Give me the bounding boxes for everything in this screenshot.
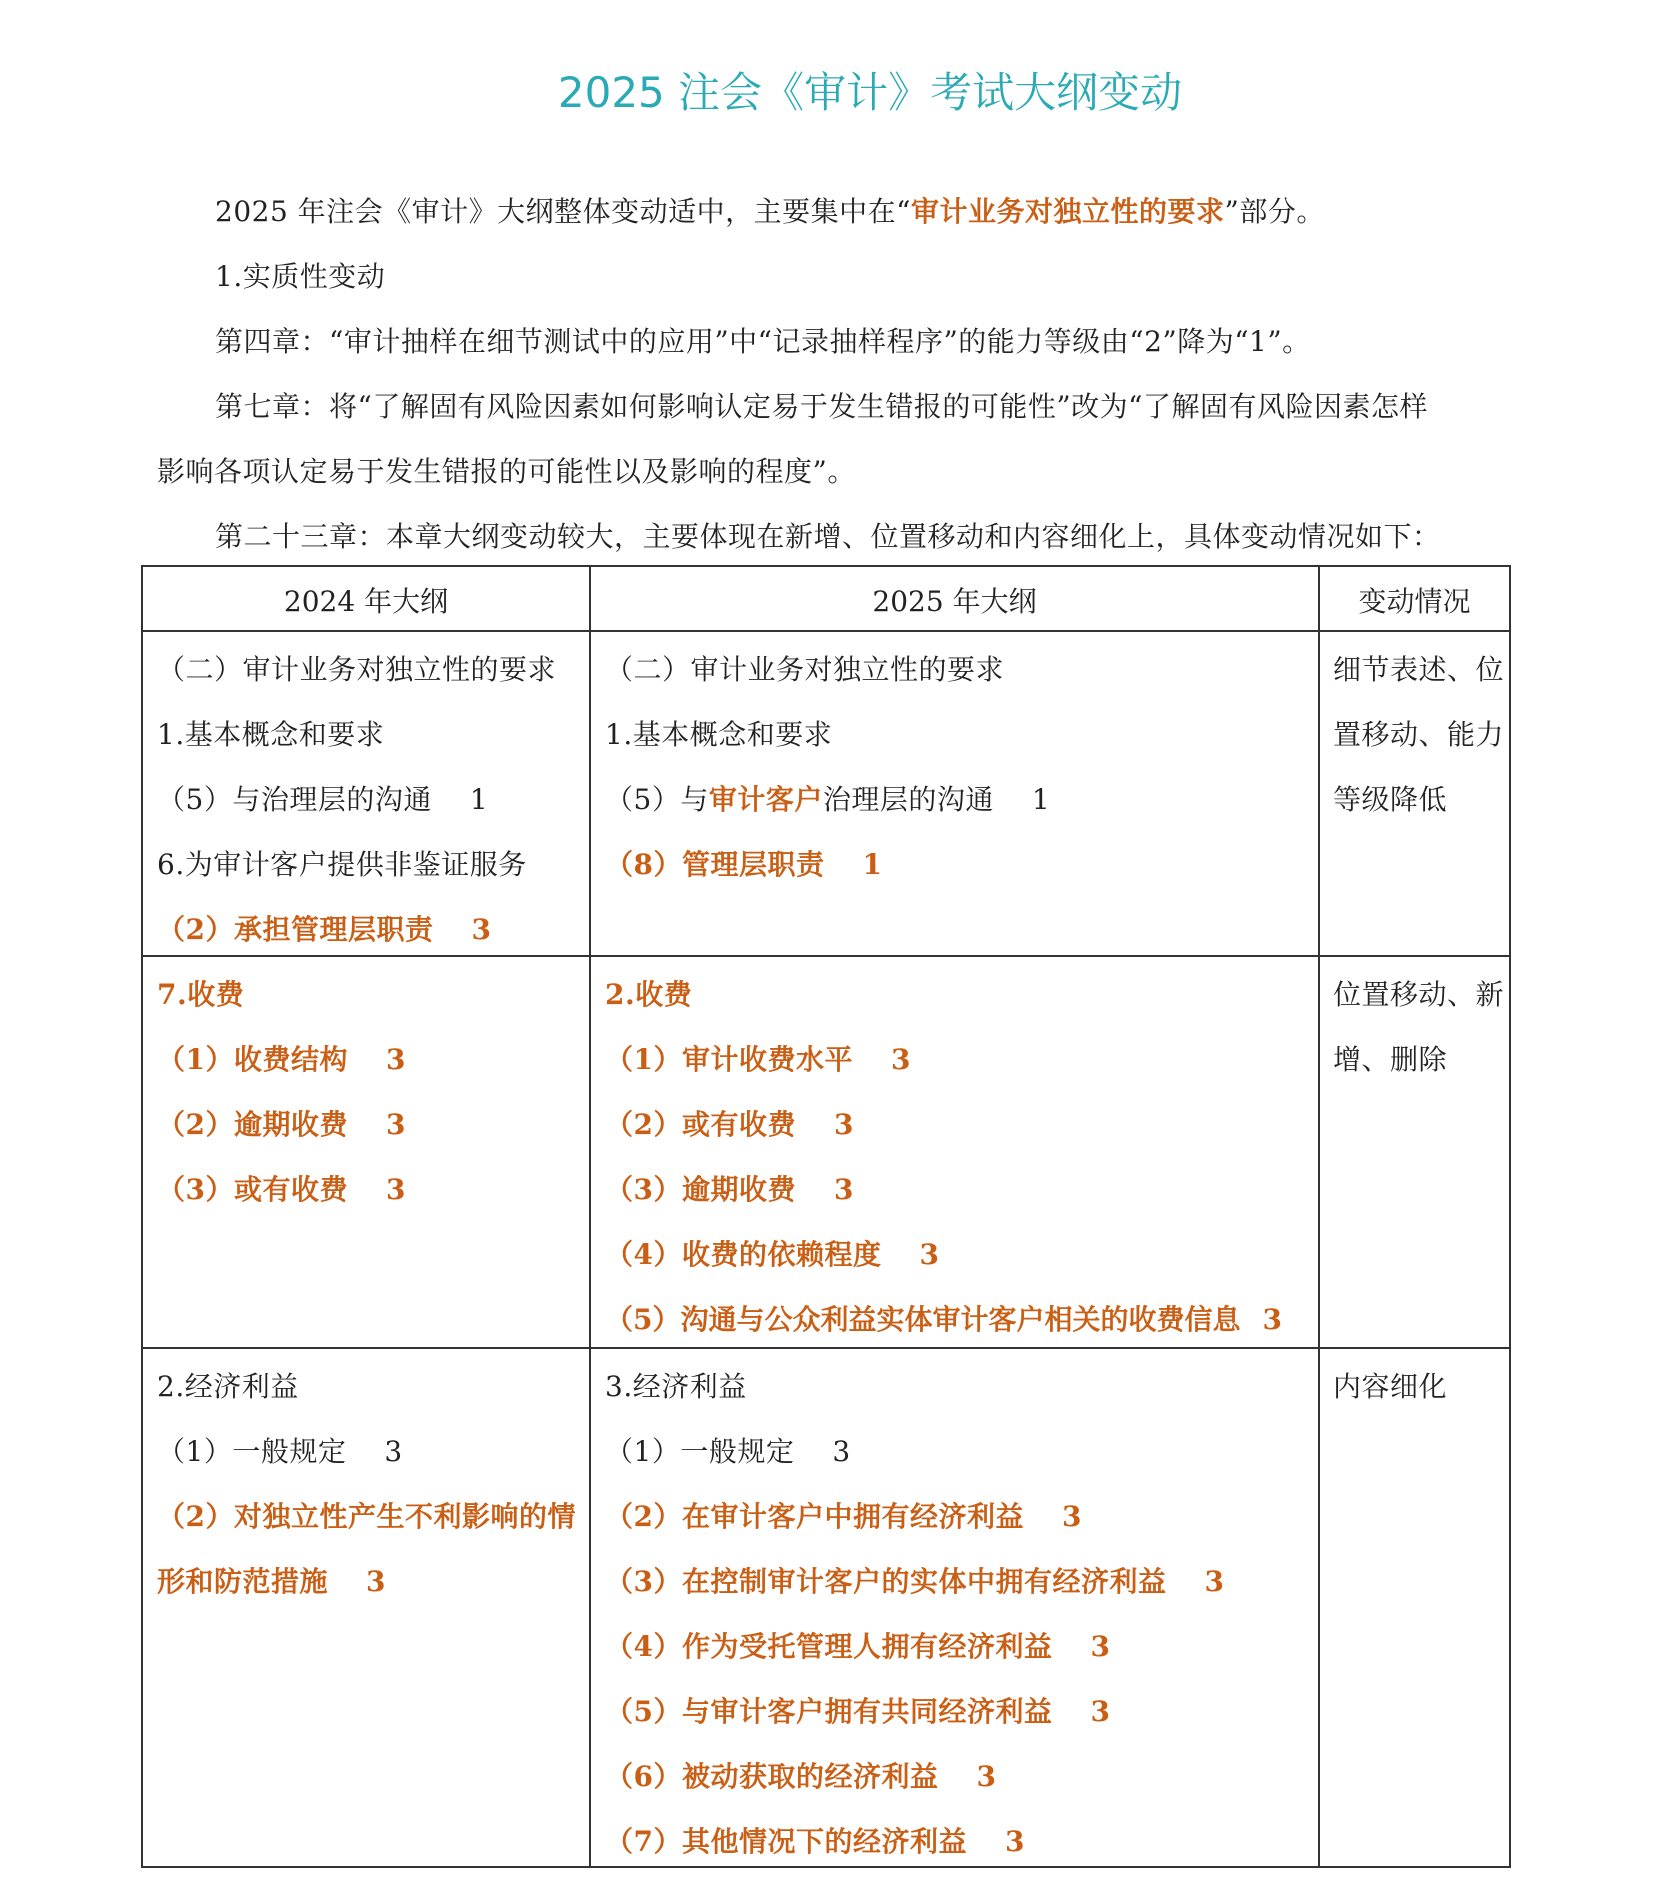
r1c1-line: 1.基本概念和要求 <box>157 718 385 751</box>
r2c1-line: （1）收费结构 3 <box>157 1043 406 1076</box>
r2c2-line: （3）逾期收费 3 <box>605 1173 854 1206</box>
r2c2-line: 2.收费 <box>605 978 693 1011</box>
r1c2-line: （二）审计业务对独立性的要求 <box>605 653 1005 686</box>
r1c2-line: （8）管理层职责 1 <box>605 848 883 881</box>
r1c3-line: 等级降低 <box>1333 783 1448 816</box>
page-title: 2025 注会《审计》考试大纲变动 <box>557 68 1183 117</box>
r1c1-line: （二）审计业务对独立性的要求 <box>157 653 557 686</box>
r3c2-line: （3）在控制审计客户的实体中拥有经济利益 3 <box>605 1565 1225 1598</box>
r2c2-line: （5）沟通与公众利益实体审计客户相关的收费信息 3 <box>605 1303 1282 1336</box>
header-2025: 2025 年大纲 <box>872 585 1037 618</box>
r3c1-line: 2.经济利益 <box>157 1370 299 1403</box>
r2c2-line: （2）或有收费 3 <box>605 1108 854 1141</box>
r3c3-line: 内容细化 <box>1333 1370 1448 1403</box>
r3c2-line: （6）被动获取的经济利益 3 <box>605 1760 997 1793</box>
r1c3-line: 细节表述、位 <box>1333 653 1505 686</box>
r3c1-line: （1）一般规定 3 <box>157 1435 403 1468</box>
r1c1-line: （5）与治理层的沟通 1 <box>157 783 489 816</box>
r2c2-line: （1）审计收费水平 3 <box>605 1043 911 1076</box>
r2c2-line: （4）收费的依赖程度 3 <box>605 1238 940 1271</box>
r2c3-line: 位置移动、新 <box>1333 978 1505 1011</box>
r1c1-line: （2）承担管理层职责 3 <box>157 913 492 946</box>
r3c2-line: 3.经济利益 <box>605 1370 747 1403</box>
r1c3-line: 置移动、能力 <box>1333 718 1505 751</box>
intro-paragraph-1 <box>215 190 1325 230</box>
r3c1-line: （2）对独立性产生不利影响的情 <box>157 1500 576 1533</box>
r1c2-line: （5）与审计客户治理层的沟通 1 <box>605 783 1051 816</box>
r1c1-line: 6.为审计客户提供非鉴证服务 <box>157 848 527 881</box>
intro-text: 2025 年注会《审计》大纲整体变动适中，主要集中在“ <box>215 195 911 228</box>
r3c1-line: 形和防范措施 3 <box>157 1565 386 1598</box>
intro-text-end: ”部分。 <box>1224 195 1325 228</box>
r3c2-line: （2）在审计客户中拥有经济利益 3 <box>605 1500 1082 1533</box>
r1c2-line: 1.基本概念和要求 <box>605 718 833 751</box>
r2c1-line: （3）或有收费 3 <box>157 1173 406 1206</box>
chapter-23-change: 第二十三章：本章大纲变动较大，主要体现在新增、位置移动和内容细化上，具体变动情况如下： <box>215 520 1441 553</box>
intro-highlight: 审计业务对独立性的要求 <box>910 195 1225 228</box>
header-change: 变动情况 <box>1358 585 1471 618</box>
r2c1-line: （2）逾期收费 3 <box>157 1108 406 1141</box>
chapter-4-change: 第四章：“审计抽样在细节测试中的应用”中“记录抽样程序”的能力等级由“2”降为“1”。 <box>215 325 1311 358</box>
chapter-7-change-line2: 影响各项认定易于发生错报的可能性以及影响的程度”。 <box>157 455 856 488</box>
r3c2-line: （1）一般规定 3 <box>605 1435 851 1468</box>
header-2024: 2024 年大纲 <box>283 585 449 618</box>
section-heading-substantive: 1.实质性变动 <box>215 260 386 293</box>
r2c1-line: 7.收费 <box>157 978 245 1011</box>
r2c3-line: 增、删除 <box>1333 1043 1448 1076</box>
chapter-7-change-line1: 第七章：将“了解固有风险因素如何影响认定易于发生错报的可能性”改为“了解固有风险因素怎样 <box>215 390 1428 423</box>
r3c2-line: （5）与审计客户拥有共同经济利益 3 <box>605 1695 1111 1728</box>
r3c2-line: （7）其他情况下的经济利益 3 <box>605 1825 1025 1858</box>
r3c2-line: （4）作为受托管理人拥有经济利益 3 <box>605 1630 1111 1663</box>
